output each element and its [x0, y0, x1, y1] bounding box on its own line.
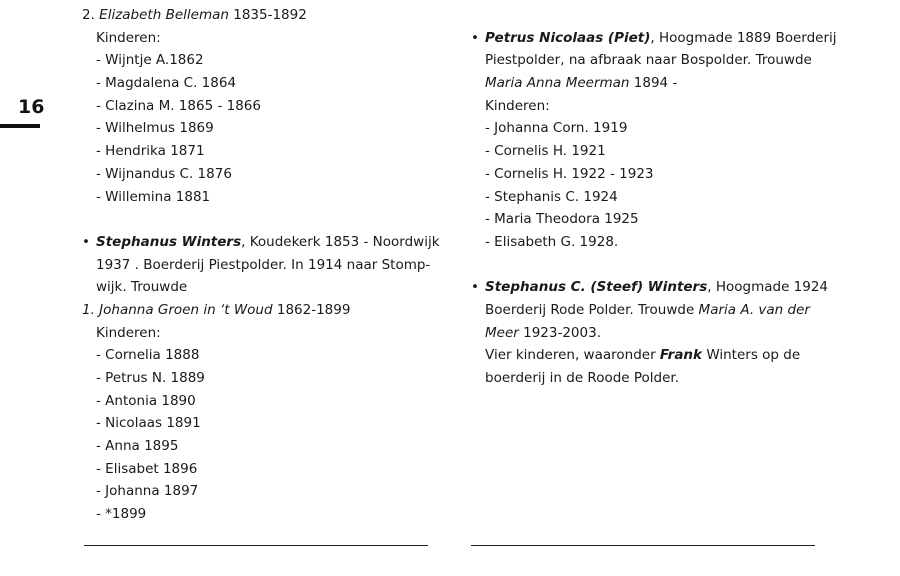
page-number-bar — [0, 124, 40, 128]
stephanus-name: Stephanus Winters — [96, 233, 242, 250]
wife2-number: 2. — [82, 7, 100, 23]
steef-line2 — [471, 299, 816, 322]
child-list-item: - Antonia 1890 — [96, 392, 196, 409]
stephanus-line3: wijk. Trouwde — [96, 279, 188, 296]
child-list-item: - Cornelis H. 1922 - 1923 — [485, 165, 654, 182]
petrus-name: Petrus Nicolaas (Piet) — [485, 29, 651, 46]
bullet-icon: • — [471, 29, 479, 46]
frank-name: Frank — [659, 347, 703, 364]
child-list-item: - Anna 1895 — [96, 438, 179, 455]
child-list-item: - Johanna Corn. 1919 — [485, 120, 628, 137]
wife1-years: 1862-1899 — [272, 301, 351, 318]
kinderen-label-3: Kinderen: — [485, 97, 550, 114]
stephanus-line1 — [82, 231, 440, 254]
child-list-item: - Wijnandus C. 1876 — [96, 165, 232, 182]
petrus-line1 — [471, 27, 837, 50]
wife2-years: 1835-1892 — [228, 7, 307, 23]
petrus-line2: Piestpolder, na afbraak naar Bospolder. Trouwde — [485, 52, 812, 69]
bullet-icon: • — [82, 233, 90, 250]
page-number: 16 — [18, 96, 45, 118]
child-list-item: - Elisabeth G. 1928. — [485, 233, 619, 250]
petrus-wife-years: 1894 - — [629, 75, 678, 92]
stephanus-line2: 1937 . Boerderij Piestpolder. In 1914 naar Stomp- — [96, 256, 431, 273]
spacer — [471, 4, 816, 27]
steef-line2-text: Boerderij Rode Polder. Trouwde — [485, 301, 699, 318]
child-list-item: - Nicolaas 1891 — [96, 415, 201, 432]
child-list-item: - Wilhelmus 1869 — [96, 120, 214, 137]
steef-line5: boerderij in de Roode Polder. — [485, 370, 680, 386]
child-list-item: - *1899 — [96, 506, 147, 523]
steef-line1 — [471, 276, 829, 299]
steef-wife-name: Maria A. van der — [698, 301, 810, 318]
wife1-name: Johanna Groen in ‘t Woud — [99, 301, 273, 318]
steef-line3 — [471, 322, 816, 345]
steef-line4 — [471, 344, 816, 367]
spacer — [471, 254, 816, 277]
steef-name: Stephanus C. (Steef) Winters — [485, 279, 708, 296]
bottom-rule-right — [471, 545, 815, 546]
wife1-line — [82, 299, 427, 322]
steef-rest: , Hoogmade 1924 — [707, 279, 829, 296]
left-column — [82, 4, 440, 526]
child-list-item: - Cornelis H. 1921 — [485, 143, 606, 160]
petrus-rest: , Hoogmade 1889 Boerderij — [650, 29, 837, 46]
spacer — [82, 208, 427, 231]
child-list-item: - Johanna 1897 — [96, 483, 199, 500]
right-column — [471, 4, 837, 390]
steef-line4-text: Vier kinderen, waaronder — [485, 347, 660, 364]
steef-line4-rest: Winters op de — [702, 347, 801, 364]
child-list-item: - Hendrika 1871 — [96, 143, 205, 160]
kinderen-label-1: Kinderen: — [96, 29, 161, 46]
child-list-item: - Stephanis C. 1924 — [485, 188, 618, 205]
bottom-rule-left — [84, 545, 428, 546]
child-list-item: - Petrus N. 1889 — [96, 370, 205, 386]
petrus-wife-name: Maria Anna Meerman — [485, 75, 630, 92]
stephanus-rest: , Koudekerk 1853 - Noordwijk — [241, 233, 440, 250]
petrus-line3 — [471, 72, 816, 95]
steef-wife-name-cont: Meer — [485, 324, 519, 341]
child-list-item: - Elisabet 1896 — [96, 460, 198, 477]
child-list-item: - Willemina 1881 — [96, 188, 211, 205]
wife2-name: Elizabeth Belleman — [99, 7, 229, 23]
child-list-item: - Maria Theodora 1925 — [485, 211, 639, 228]
wife2-line — [82, 4, 427, 27]
kinderen-label-2: Kinderen: — [96, 324, 161, 341]
child-list-item: - Clazina M. 1865 - 1866 — [96, 97, 261, 114]
wife1-number: 1. — [82, 301, 100, 318]
bullet-icon: • — [471, 279, 479, 296]
child-list-item: - Wijntje A.1862 — [96, 52, 204, 69]
child-list-item: - Cornelia 1888 — [96, 347, 200, 364]
child-list-item: - Magdalena C. 1864 — [96, 75, 237, 92]
steef-wife-years: 1923-2003. — [518, 324, 601, 341]
